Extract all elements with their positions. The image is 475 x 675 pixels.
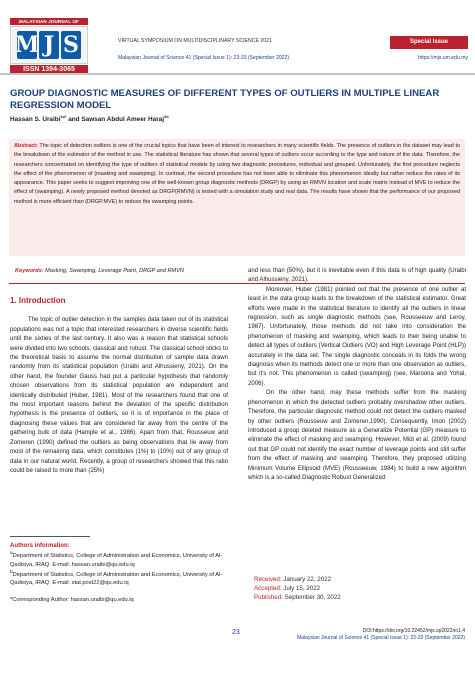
- page-number: 23: [232, 629, 240, 636]
- section-heading-introduction: 1. Introduction: [10, 296, 66, 305]
- special-issue-badge: Special Issue: [390, 36, 468, 49]
- conference-row: [118, 36, 468, 50]
- header-divider: [0, 73, 475, 75]
- abstract-label: Abstract:: [14, 143, 38, 149]
- affiliation-1-text: Department of Statistics, College of Administration and Economics, University of Al-Qadisiya, IRAQ. E-mail: hassan.uraibi@qu.edu.iq: [10, 553, 223, 568]
- affiliation-2-text: Department of Statistics, College of Administration and Economics, University of Al-Qadisiya, IRAQ. E-mail: stat.post22@qu.edu.iq: [10, 572, 223, 587]
- right-column: [248, 267, 466, 483]
- journal-citation: Malaysian Journal of Science 41 (Special Issue 1): 23-33 (September 2022): [118, 55, 290, 61]
- footer-citation: Malaysian Journal of Science 41 (Special Issue 1): 22-32 (September 2022): [297, 635, 465, 642]
- received-label: Received:: [254, 576, 282, 583]
- intro-paragraph-1: The topic of outlier detection in the samples data taken out of its statistical populations was not a topic that interested researchers in diverse scientific fields until the sixties of the last century. It also was a reason that statistical schools were divided into two schools, classical and robust. The classical school sticks to the theoretical basis to assume the normal distribution of sample data drawn randomly from its statistical population (Uraibi and Alhussieny, 2021). On the other hand, the founder Gauss had put a particular hypothesis that randomly chosen observations from its statistical population are independent and identically distributed (Huber, 1981). Most of the researchers found that one of the most important reasons behind the deviation of the specific distribution hypothesis is the presence of outliers, so it is of importance in the place of diagnosing these values that are considered far away from the centre of the gathering bulk of data (Hample et al., 1986). Apart from that, Rousseuw and Zomeren (1990) defined the outliers as being observations that lie away from most of the remaining data, which constitutes (1%) to (10%) out of any group of data in our natural world. Recently, a group of researchers showed that this ratio could be raised to more than (25%): [10, 317, 228, 474]
- author-2-affiliation: 2b: [164, 114, 169, 119]
- accepted-date-row: [254, 584, 374, 593]
- accepted-label: Accepted:: [254, 585, 282, 592]
- author-information: [10, 542, 228, 604]
- author-2: Sawsan Abdul Ameer Haraj: [81, 116, 165, 124]
- conference-name: VIRTUAL SYMPOSIUM ON MULTIDISCIPLINARY SCIENCE 2021: [118, 38, 272, 44]
- logo-letter-m: M: [14, 32, 40, 58]
- accepted-date: July 15, 2022: [283, 585, 321, 592]
- published-date: September 30, 2022: [284, 594, 341, 601]
- keywords-text: Masking, Swamping, Leverage Point, DRGP and RMVN: [43, 268, 184, 274]
- logo-letter-s: S: [61, 31, 81, 59]
- affiliation-2: [10, 569, 228, 588]
- article-dates: [254, 575, 374, 602]
- received-date-row: [254, 575, 374, 584]
- page-header: [0, 0, 475, 86]
- keywords-label: Keywords:: [15, 268, 44, 274]
- page-footer: [245, 628, 465, 642]
- logo-letter-j: J: [39, 31, 59, 59]
- author-info-divider: [10, 536, 90, 537]
- logo-issn: ISSN 1394-3065: [10, 65, 88, 75]
- author-list: [10, 114, 462, 123]
- author-1: Hassan S. Uraibi: [10, 116, 61, 124]
- author-1-affiliation: 1a*: [60, 114, 67, 119]
- abstract-box: [9, 139, 465, 256]
- logo-letters: [10, 26, 88, 64]
- author-separator: and: [66, 116, 82, 124]
- doi-link[interactable]: DOI:https://doi.org/10.22452/mjs.sp2022no1.4: [362, 628, 465, 634]
- left-column: [10, 296, 228, 476]
- logo-journal-name: MALAYSIAN JOURNAL OF: [10, 18, 88, 25]
- affiliation-2-marker: b: [10, 570, 13, 576]
- published-date-row: [254, 593, 374, 602]
- author-info-heading: Authors information:: [10, 543, 70, 549]
- intro-paragraph-3: On the other hand, may these methods suffer from the masking phenomenon in which the detected outliers probably overshadow other outliers. Therefore, the particular diagnostic method could not detect the outliers masked by other outliers (Rousseuw and Zomeren,1990). Consequently, Imon (2002) introduced a group deleted measure as a Generalize Potential (GP) measure to eliminate the effect of masking and swamping. However, Midi et al. (2009) found out that GP could not identify the exact number of leverage points and still suffer from the effect of masking and swamping. Therefore, they proposed utilizing Minimum Volume Ellipsoid (MVE) (Rousseeuw, 1984) to build a new algorithm which is a so-called Diagnostic Robust Generalized: [248, 390, 466, 481]
- citation-row: [118, 55, 468, 63]
- article-title: GROUP DIAGNOSTIC MEASURES OF DIFFERENT TYPES OF OUTLIERS IN MULTIPLE LINEAR REGRESSION MODEL: [10, 88, 440, 111]
- journal-url-link[interactable]: https://mjs.um.edu.my: [418, 55, 468, 61]
- affiliation-1: [10, 550, 228, 569]
- abstract-text: The topic of detection outliers is one of the crucial topics that have been of interest to researchers in many scientific fields. The presence of outliers in the dataset may lead to the breakdown of the estimator of the method in use. The statistical literature has shown that several types of outliers occur according to the type and nature of the data. Therefore, the researchers concentrated on identifying the type of outliers of statistical models by using two diagnostic procedures, individual and grouped. Unfortunately, the first procedure neglects the effect of the phenomenon of (masking and swamping). In contrast, the second procedure has not been able to eliminate this phenomenon ideally but rather reduce the rates of its appearance. This paper seeks to suggest improving one of the well-known group diagnostic methods (DRGP) by using an RMVN location and scale matrix instead of MVE to reduce the effect of (swamping). A newly proposed method denoted as DRGP(RMVN) is tested with a simulation study and real data. The results have shown that the performance of our proposed method is more efficient than (DRGP.MVE) to reduce the swamping points.: [14, 143, 460, 205]
- intro-paragraph-2: Moreover, Huber (1981) pointed out that the presence of one outlier at least in the data group leads to the breakdown of the statistical estimator. Great efforts were made in the statistical literature to identify all the outliers in linear regression, such as single diagnostic methods (see, Rousseeuw and Leroy, 1987). Unfortunately, those methods did not take into consideration the phenomenon of masking and swamping, which leads to their being unable to detect all types of outliers (Vertical Outliers (VO) and High Leverage Point (HLP)) accurately in the data set. The single diagnostic conceals in its folds the wrong diagnosis when its methods detect one or more than one observation as outliers, but it's not. This phenomenon is called (swamping) (see, Maroona and Yohal, 2006).: [248, 286, 466, 387]
- published-label: Published:: [254, 594, 283, 601]
- intro-paragraph-1-continued: and less than (50%), but it is inevitable even if this data is of high quality (Uraibi and Alhussieny, 2021).: [248, 268, 466, 284]
- corresponding-author: *Corresponding Author: hassan.uraibi@qu.edu.iq: [10, 596, 134, 603]
- affiliation-1-marker: a: [10, 551, 13, 557]
- journal-logo: [10, 18, 88, 76]
- received-date: January 22, 2022: [283, 576, 332, 583]
